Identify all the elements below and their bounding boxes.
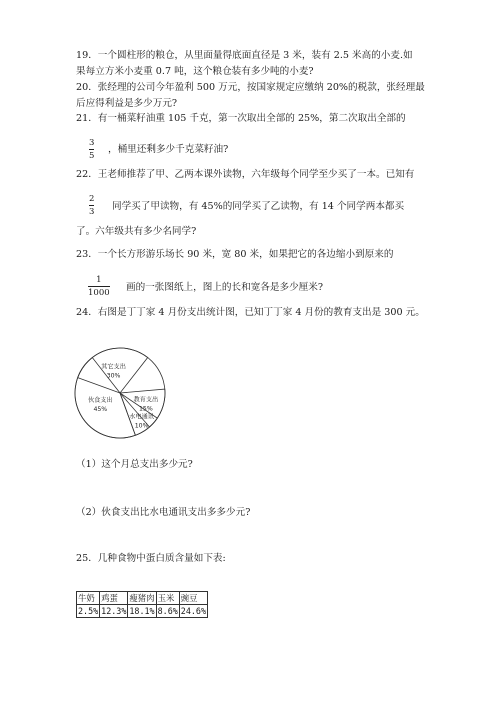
expense-pie-chart <box>72 345 182 445</box>
q21-line2: ，桶里还剩多少千克菜籽油? <box>108 144 229 155</box>
fraction-numerator: 3 <box>89 138 95 148</box>
q24-line1: 24．右图是丁丁家 4 月份支出统计图，已知丁丁家 4 月份的教育支出是 300 元。 <box>76 307 425 318</box>
q22-line1: 22．王老师推荐了甲、乙两本课外读物，六年级每个同学至少买了一本。已知有 <box>76 169 415 180</box>
q25-title: 25．几种食物中蛋白质含量如下表: <box>76 553 226 564</box>
table-header-cell: 瘦猪肉 <box>129 593 155 603</box>
q23-line1: 23．一个长方形游乐场长 90 米，宽 80 米，如果把它的各边缩小到原来的 <box>76 249 394 260</box>
table-cell: 18.1% <box>129 606 155 616</box>
q19-line2: 果每立方米小麦重 0.7 吨，这个粮仓装有多少吨的小麦? <box>76 66 314 77</box>
q22-line3: 了。六年级共有多少名同学? <box>76 226 197 237</box>
table-header-cell: 玉米 <box>156 592 179 605</box>
fraction-denominator: 1000 <box>88 288 110 298</box>
pie-slice-value: 30% <box>106 372 121 380</box>
table-header-cell: 鸡蛋 <box>100 592 128 605</box>
q24-sub2: （2）伙食支出比水电通讯支出多多少元? <box>76 507 251 518</box>
q19-line1: 19．一个圆柱形的粮仓，从里面量得底面直径是 3 米，装有 2.5 米高的小麦.如 <box>76 50 413 61</box>
pie-slice-label: 伙食支出 <box>87 396 113 404</box>
table-header-cell: 豌豆 <box>179 592 207 605</box>
pie-slice-label: 其它支出 <box>101 363 126 371</box>
fraction-bar <box>89 149 94 150</box>
pie-slice-value: 10% <box>134 422 149 430</box>
table-cell: 2.5% <box>78 606 99 616</box>
q20-line2: 后应得利益是多少万元? <box>76 98 178 109</box>
q21-fraction <box>89 138 94 161</box>
fraction-bar <box>89 205 94 206</box>
table-header-cell: 牛奶 <box>77 592 100 605</box>
q22-line2: 同学买了甲读物，有 45%的同学买了乙读物，有 14 个同学两本都买 <box>112 201 405 212</box>
fraction-bar <box>88 286 110 287</box>
pie-slice-value: 45% <box>93 405 108 413</box>
table-header-row <box>77 592 208 605</box>
pie-slice-label: 教育支出 <box>133 396 159 404</box>
table-cell: 8.6% <box>157 606 178 616</box>
table-cell: 24.6% <box>180 606 206 616</box>
q20-line1: 20．张经理的公司今年盈利 500 万元，按国家规定应缴纳 20%的税款，张经理最 <box>76 82 425 93</box>
fraction-numerator: 2 <box>89 194 95 204</box>
fraction-denominator: 5 <box>89 151 95 161</box>
q22-fraction <box>89 194 94 217</box>
pie-slice-value: 15% <box>138 405 153 413</box>
q24-sub1: （1）这个月总支出多少元? <box>76 459 193 470</box>
q23-line2: 画的一张图纸上，图上的长和宽各是多少厘米? <box>126 282 324 293</box>
protein-table <box>76 591 208 618</box>
fraction-numerator: 1 <box>96 275 102 285</box>
q21-line1: 21．有一桶菜籽油重 105 千克，第一次取出全部的 25%，第二次取出全部的 <box>76 113 406 124</box>
table-row <box>77 605 208 618</box>
table-cell: 12.3% <box>101 606 127 616</box>
pie-slice-label: 水电通讯 <box>129 413 154 421</box>
fraction-denominator: 3 <box>89 207 95 217</box>
q23-fraction <box>88 275 110 298</box>
